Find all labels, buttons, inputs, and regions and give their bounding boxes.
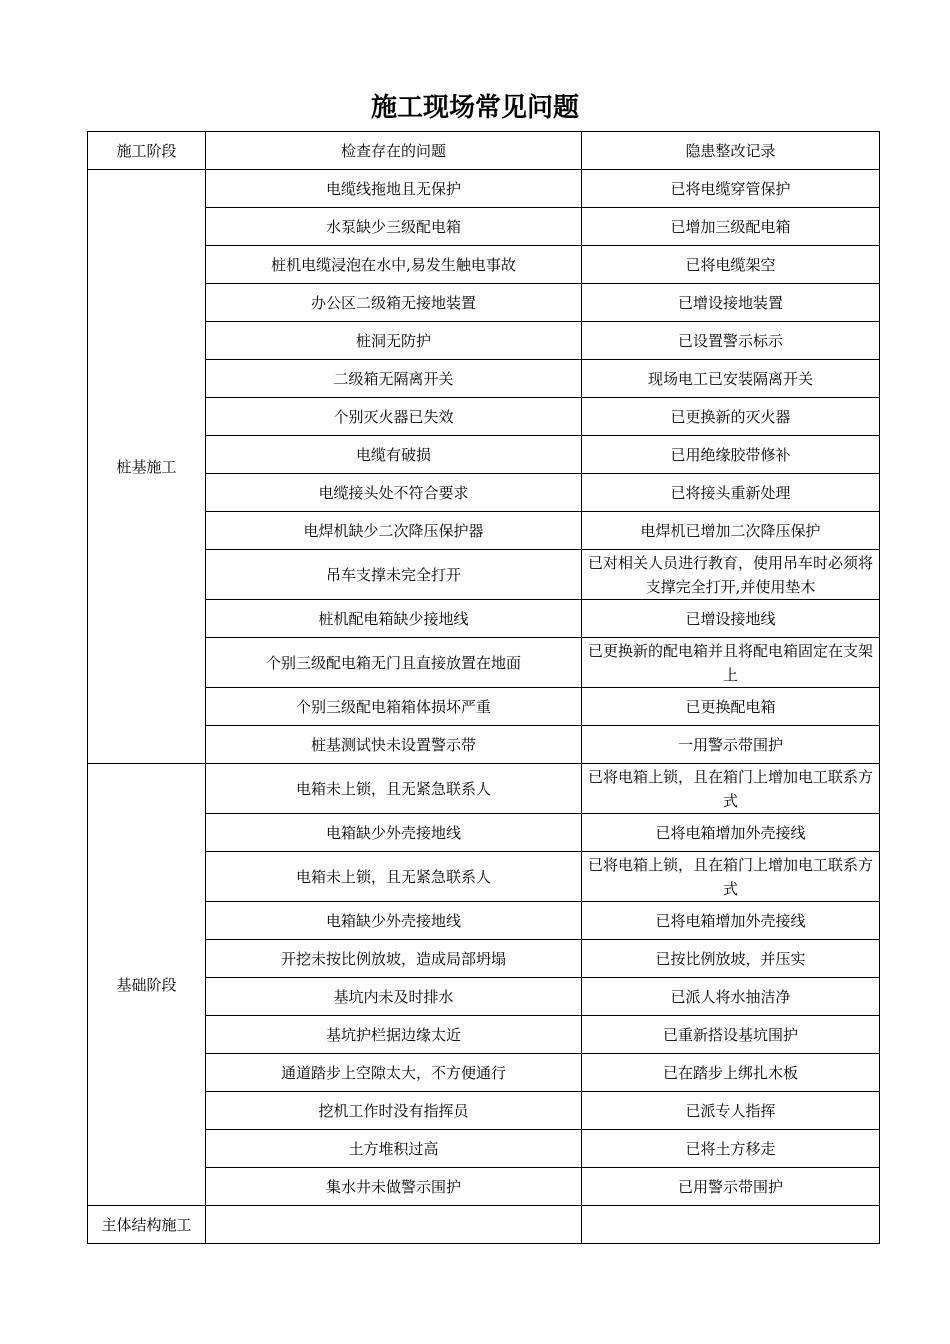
table-row	[88, 1092, 880, 1130]
issue-cell: 基坑内未及时排水	[206, 978, 582, 1016]
fix-cell: 电焊机已增加二次降压保护	[582, 512, 880, 550]
table-row	[88, 170, 880, 208]
issue-cell: 土方堆积过高	[206, 1130, 582, 1168]
issue-cell: 电箱未上锁，且无紧急联系人	[206, 764, 582, 814]
fix-cell: 已用绝缘胶带修补	[582, 436, 880, 474]
fix-cell: 已将接头重新处理	[582, 474, 880, 512]
stage-cell: 桩基施工	[88, 170, 206, 764]
table-row	[88, 726, 880, 764]
header-stage: 施工阶段	[88, 132, 206, 170]
table-row	[88, 322, 880, 360]
table-row	[88, 852, 880, 902]
table-row	[88, 1168, 880, 1206]
issue-cell: 电箱缺少外壳接地线	[206, 902, 582, 940]
fix-cell: 已更换新的灭火器	[582, 398, 880, 436]
issue-cell: 桩基测试快未设置警示带	[206, 726, 582, 764]
fix-cell: 已将电箱增加外壳接线	[582, 902, 880, 940]
fix-cell: 一用警示带围护	[582, 726, 880, 764]
table-row	[88, 940, 880, 978]
fix-cell: 已派人将水抽洁净	[582, 978, 880, 1016]
table-row	[88, 284, 880, 322]
issue-cell: 个别三级配电箱箱体损坏严重	[206, 688, 582, 726]
fix-cell: 已更换新的配电箱并且将配电箱固定在支架上	[582, 638, 880, 688]
issue-cell: 办公区二级箱无接地装置	[206, 284, 582, 322]
fix-cell: 已将土方移走	[582, 1130, 880, 1168]
stage-cell: 基础阶段	[88, 764, 206, 1206]
issue-cell: 桩机配电箱缺少接地线	[206, 600, 582, 638]
table-row	[88, 398, 880, 436]
issue-cell: 个别三级配电箱无门且直接放置在地面	[206, 638, 582, 688]
issue-cell: 桩洞无防护	[206, 322, 582, 360]
table-row	[88, 600, 880, 638]
fix-cell: 已将电箱上锁，且在箱门上增加电工联系方式	[582, 852, 880, 902]
fix-cell: 已更换配电箱	[582, 688, 880, 726]
table-row	[88, 246, 880, 284]
fix-cell: 已将电箱增加外壳接线	[582, 814, 880, 852]
fix-cell: 已将电缆架空	[582, 246, 880, 284]
table-row	[88, 638, 880, 688]
table-row	[88, 1130, 880, 1168]
table-body	[88, 170, 880, 1244]
fix-cell: 已将电箱上锁，且在箱门上增加电工联系方式	[582, 764, 880, 814]
issues-table	[87, 131, 880, 1244]
stage-cell: 主体结构施工	[88, 1206, 206, 1244]
table-row	[88, 978, 880, 1016]
fix-cell: 已增设接地线	[582, 600, 880, 638]
fix-cell: 已派专人指挥	[582, 1092, 880, 1130]
fix-cell: 已在踏步上绑扎木板	[582, 1054, 880, 1092]
fix-cell: 已设置警示标示	[582, 322, 880, 360]
issue-cell: 电缆线拖地且无保护	[206, 170, 582, 208]
table-row	[88, 474, 880, 512]
header-issue: 检查存在的问题	[206, 132, 582, 170]
fix-cell: 现场电工已安装隔离开关	[582, 360, 880, 398]
fix-cell: 已对相关人员进行教育，使用吊车时必须将支撑完全打开,并使用垫木	[582, 550, 880, 600]
table-row	[88, 360, 880, 398]
issue-cell: 电箱缺少外壳接地线	[206, 814, 582, 852]
fix-cell: 已增加三级配电箱	[582, 208, 880, 246]
issue-cell: 开挖未按比例放坡，造成局部坍塌	[206, 940, 582, 978]
header-fix: 隐患整改记录	[582, 132, 880, 170]
table-row	[88, 1054, 880, 1092]
table-row	[88, 688, 880, 726]
table-row	[88, 512, 880, 550]
issue-cell	[206, 1206, 582, 1244]
issue-cell: 电缆接头处不符合要求	[206, 474, 582, 512]
page-title: 施工现场常见问题	[370, 93, 579, 123]
table-row	[88, 1206, 880, 1244]
fix-cell: 已用警示带围护	[582, 1168, 880, 1206]
issue-cell: 集水井未做警示围护	[206, 1168, 582, 1206]
table-row	[88, 764, 880, 814]
fix-cell: 已增设接地装置	[582, 284, 880, 322]
fix-cell: 已将电缆穿管保护	[582, 170, 880, 208]
table-header-row	[88, 132, 880, 170]
issue-cell: 电焊机缺少二次降压保护器	[206, 512, 582, 550]
table-row	[88, 902, 880, 940]
fix-cell: 已按比例放坡，并压实	[582, 940, 880, 978]
issue-cell: 水泵缺少三级配电箱	[206, 208, 582, 246]
issue-cell: 二级箱无隔离开关	[206, 360, 582, 398]
issue-cell: 通道踏步上空隙太大，不方便通行	[206, 1054, 582, 1092]
issue-cell: 吊车支撑未完全打开	[206, 550, 582, 600]
issue-cell: 基坑护栏据边缘太近	[206, 1016, 582, 1054]
table-row	[88, 550, 880, 600]
table-row	[88, 208, 880, 246]
table-row	[88, 1016, 880, 1054]
issue-cell: 桩机电缆浸泡在水中,易发生触电事故	[206, 246, 582, 284]
fix-cell	[582, 1206, 880, 1244]
issue-cell: 挖机工作时没有指挥员	[206, 1092, 582, 1130]
issue-cell: 电缆有破损	[206, 436, 582, 474]
issue-cell: 电箱未上锁，且无紧急联系人	[206, 852, 582, 902]
table-row	[88, 436, 880, 474]
issue-cell: 个别灭火器已失效	[206, 398, 582, 436]
fix-cell: 已重新搭设基坑围护	[582, 1016, 880, 1054]
table-row	[88, 814, 880, 852]
